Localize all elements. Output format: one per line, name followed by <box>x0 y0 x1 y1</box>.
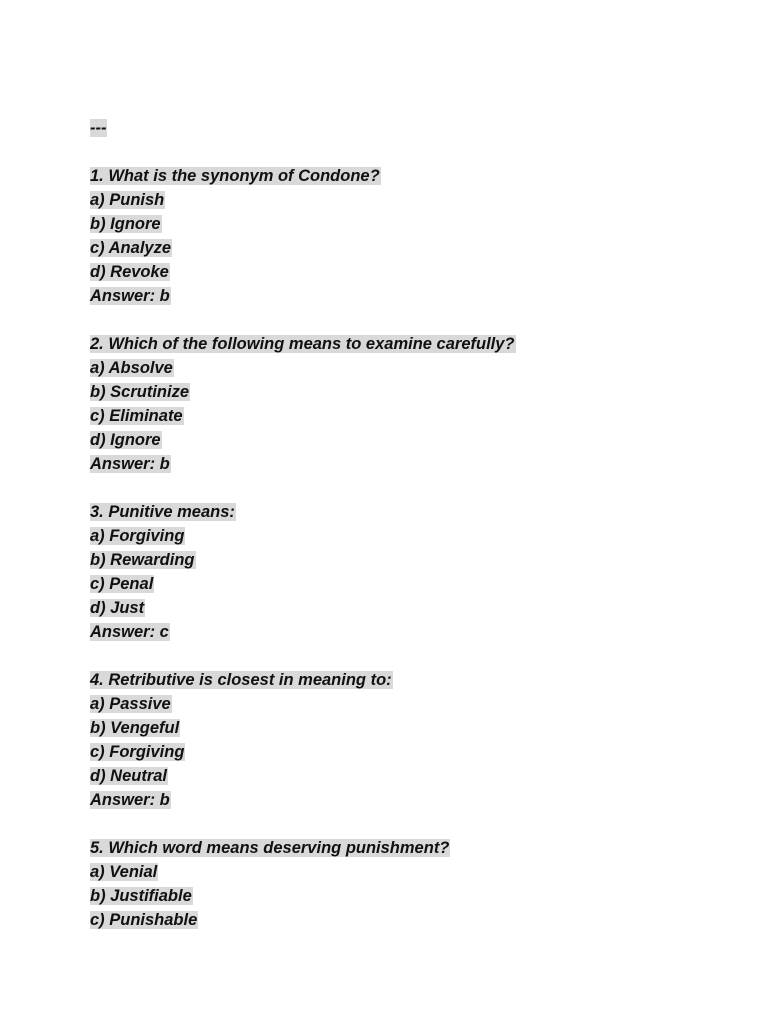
answer-text: Answer: b <box>90 455 170 473</box>
question-text: 3. Punitive means: <box>90 503 235 521</box>
question-block <box>90 500 730 644</box>
question-text: 4. Retributive is closest in meaning to: <box>90 671 392 689</box>
separator-line <box>90 116 730 140</box>
option-c: c) Punishable <box>90 911 198 929</box>
option-c: c) Forgiving <box>90 743 185 761</box>
option-b: b) Justifiable <box>90 887 192 905</box>
answer-text: Answer: b <box>90 791 170 809</box>
spacer <box>90 308 730 332</box>
option-d: d) Neutral <box>90 767 168 785</box>
option-b: b) Vengeful <box>90 719 180 737</box>
option-d: d) Just <box>90 599 145 617</box>
answer-text: Answer: c <box>90 623 169 641</box>
option-b: b) Ignore <box>90 215 161 233</box>
option-a: a) Punish <box>90 191 165 209</box>
option-a: a) Forgiving <box>90 527 185 545</box>
option-c: c) Eliminate <box>90 407 183 425</box>
document-page <box>90 116 730 932</box>
option-a: a) Absolve <box>90 359 173 377</box>
spacer <box>90 644 730 668</box>
option-d: d) Ignore <box>90 431 161 449</box>
question-block <box>90 164 730 308</box>
separator-text: --- <box>90 119 107 137</box>
question-text: 1. What is the synonym of Condone? <box>90 167 380 185</box>
question-text: 2. Which of the following means to examine carefully? <box>90 335 515 353</box>
spacer <box>90 812 730 836</box>
option-c: c) Analyze <box>90 239 172 257</box>
option-b: b) Scrutinize <box>90 383 190 401</box>
option-b: b) Rewarding <box>90 551 195 569</box>
answer-text: Answer: b <box>90 287 170 305</box>
question-block <box>90 332 730 476</box>
option-a: a) Venial <box>90 863 158 881</box>
option-d: d) Revoke <box>90 263 169 281</box>
question-block <box>90 668 730 812</box>
spacer <box>90 476 730 500</box>
question-text: 5. Which word means deserving punishment? <box>90 839 450 857</box>
spacer <box>90 140 730 164</box>
question-block <box>90 836 730 932</box>
option-a: a) Passive <box>90 695 171 713</box>
option-c: c) Penal <box>90 575 154 593</box>
